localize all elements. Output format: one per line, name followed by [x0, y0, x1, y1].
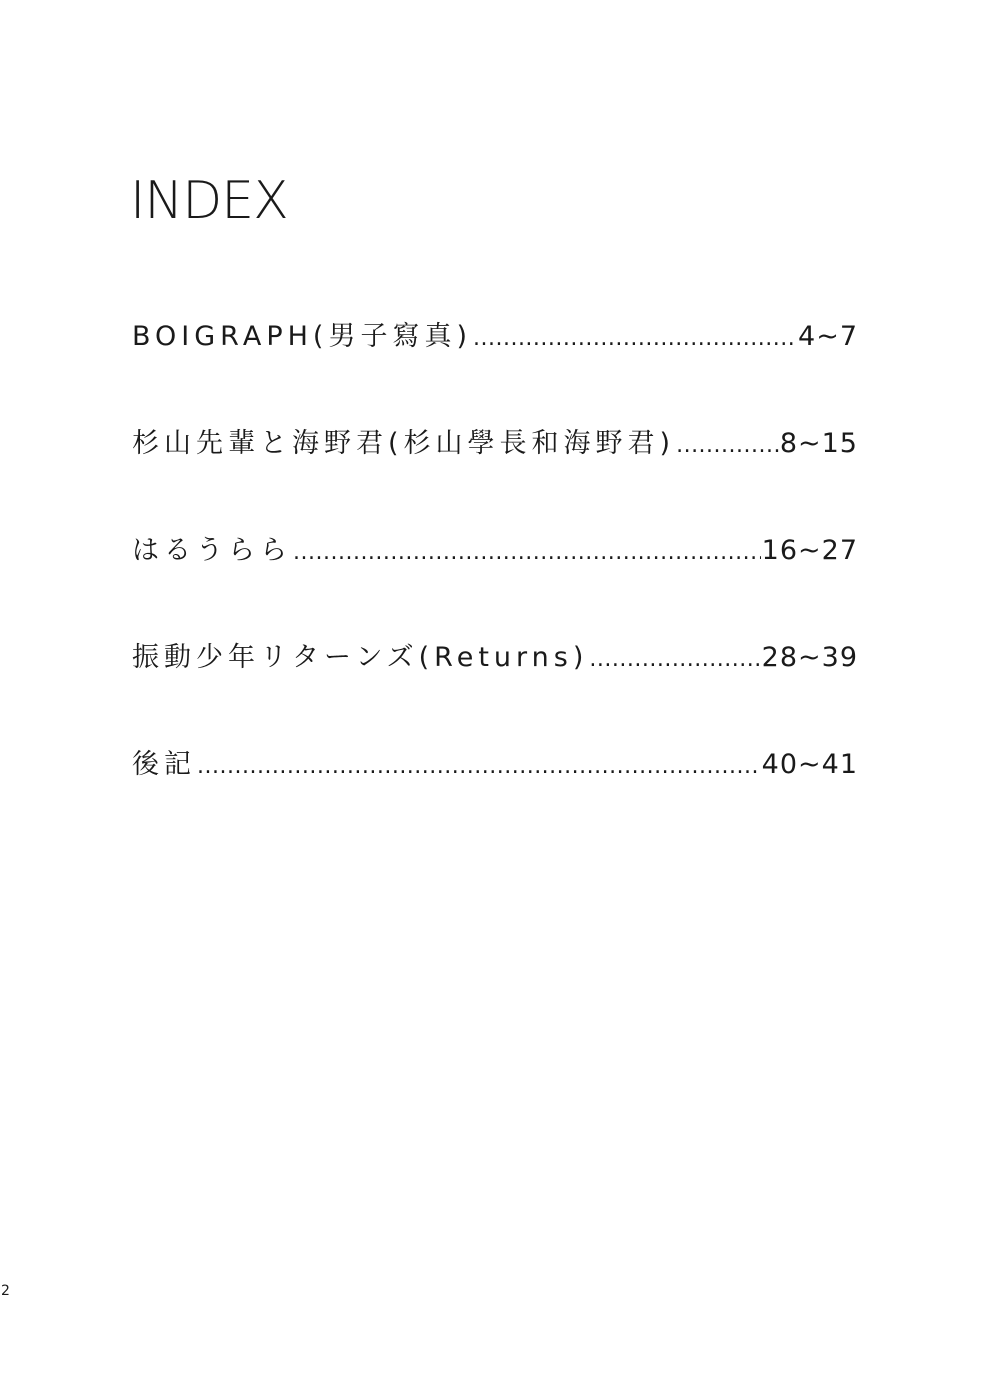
table-of-contents: [132, 250, 858, 785]
toc-entry-title: 後記: [132, 749, 196, 780]
toc-dot-leader: [293, 533, 761, 573]
index-heading: INDEX: [130, 170, 288, 231]
toc-dot-leader: [589, 640, 760, 680]
toc-entry-pages: 4~7: [798, 321, 858, 352]
toc-entry-pages: 28~39: [761, 642, 858, 673]
toc-entry-title: はるうらら: [132, 535, 292, 566]
toc-entry-pages: 16~27: [761, 535, 858, 566]
toc-entry-boigraph: [132, 250, 858, 357]
toc-dot-leader: [197, 747, 761, 787]
toc-entry-pages: 8~15: [779, 428, 858, 459]
toc-entry-pages: 40~41: [761, 749, 858, 780]
toc-entry-title: BOIGRAPH(男子寫真): [132, 321, 472, 352]
page-number: 2: [1, 1283, 10, 1299]
toc-entry-sugiyama: [132, 357, 858, 464]
toc-entry-title: 杉山先輩と海野君(杉山學長和海野君): [132, 428, 676, 459]
toc-entry-haruurara: [132, 464, 858, 571]
toc-entry-afterword: [132, 678, 858, 785]
toc-entry-returns: [132, 571, 858, 678]
toc-entry-title: 振動少年リターンズ(Returns): [132, 642, 589, 673]
toc-dot-leader: [676, 426, 779, 466]
toc-dot-leader: [473, 319, 797, 359]
